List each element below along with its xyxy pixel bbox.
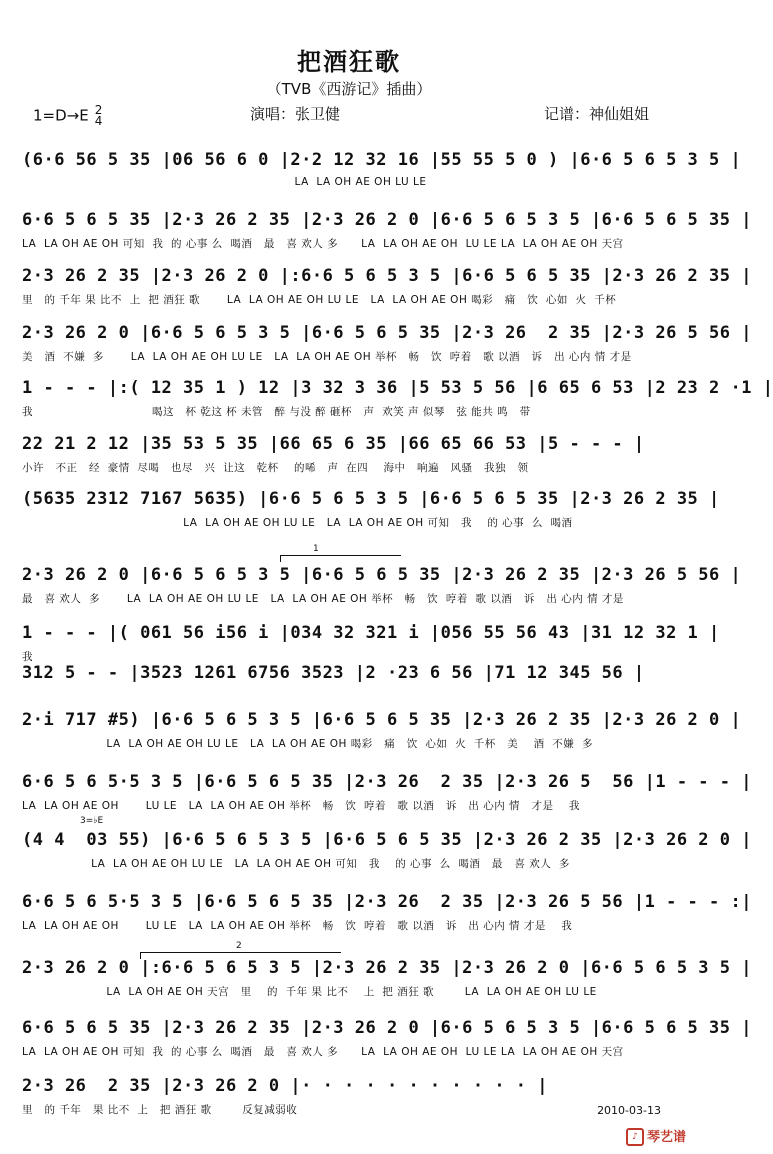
volta-bracket-2 [140,941,341,959]
transcriber-credit: 记谱：神仙姐姐 [544,105,650,123]
lyric-line: 最 喜 欢人 多 LA LA OH AE OH LU LE LA LA OH AE OH 举杯 畅 饮 哼着 歌 以酒 诉 出 心内 情 才是 [22,593,624,605]
singer-credit: 演唱：张卫健 [250,105,341,123]
jianpu-notes: 6·6 5 6 5·5 3 5 |6·6 5 6 5 35 |2·3 26 2 35 |2·3 26 5 56 |1 - - - :| [22,892,752,912]
jianpu-notes: 2·3 26 2 0 |:6·6 5 6 5 3 5 |2·3 26 2 35 |2·3 26 2 0 |6·6 5 6 5 3 5 | [22,958,752,978]
lyric-line: LA LA OH AE OH LU LE LA LA OH AE OH 可知 我 的 心事 么 喝酒 最 喜 欢人 多 [22,858,570,870]
lyric-line: LA LA OH AE OH LU LE [22,176,427,188]
time-sig-bottom: 4 [94,114,103,128]
time-signature [95,105,103,127]
lyric-line: 美 酒 不嫌 多 LA LA OH AE OH LU LE LA LA OH AE OH 举杯 畅 饮 哼着 歌 以酒 诉 出 心内 情 才是 [22,351,632,363]
jianpu-notes: 2·3 26 2 0 |6·6 5 6 5 3 5 |6·6 5 6 5 35 |2·3 26 2 35 |2·3 26 5 56 | [22,565,742,585]
key-signature [33,105,102,127]
volta-bracket-1 [280,544,401,562]
jianpu-notes: 1 - - - |( 061 56 i56 i |034 32 321 i |056 55 56 43 |31 12 32 1 | [22,623,720,643]
jianpu-notes: 22 21 2 12 |35 53 5 35 |66 65 6 35 |66 65 66 53 |5 - - - | [22,434,645,454]
song-subtitle: （TVB《西游记》插曲） [266,80,432,98]
volta-number: 1 [313,544,319,554]
lyric-line: LA LA OH AE OH LU LE LA LA OH AE OH 举杯 畅 饮 哼着 歌 以酒 诉 出 心内 情 才是 我 [22,800,580,812]
lyric-line: 我 喝这 杯 乾这 杯 未管 醉 与没 醉 砸杯 声 欢笑 声 似琴 弦 能共 鸣 带 [22,406,531,418]
watermark-logo-icon: ♪ [626,1128,644,1146]
transcription-date: 2010-03-13 [597,1104,661,1117]
lyric-line: LA LA OH AE OH LU LE LA LA OH AE OH 喝彩 痛 饮 心如 火 千杯 美 酒 不嫌 多 [22,738,593,750]
lyric-line: LA LA OH AE OH LU LE LA LA OH AE OH 可知 我 的 心事 么 喝酒 [22,517,573,529]
lyric-line: LA LA OH AE OH 可知 我 的 心事 么 喝酒 最 喜 欢人 多 LA LA OH AE OH LU LE LA LA OH AE OH 天宫 [22,238,624,250]
lyric-line: 小许 不正 经 豪情 尽喝 也尽 兴 让这 乾杯 的唏 声 在四 海中 响遍 风骚 我独 领 [22,462,529,474]
jianpu-notes: (5635 2312 7167 5635) |6·6 5 6 5 3 5 |6·6 5 6 5 35 |2·3 26 2 35 | [22,489,720,509]
lyric-line: 里 的 千年 果 比不 上 把 酒狂 歌 反复减弱收 [22,1104,298,1116]
jianpu-notes: (6·6 56 5 35 |06 56 6 0 |2·2 12 32 16 |55 55 5 0 ) |6·6 5 6 5 3 5 | [22,150,742,170]
jianpu-notes: 6·6 5 6 5 35 |2·3 26 2 35 |2·3 26 2 0 |6·6 5 6 5 3 5 |6·6 5 6 5 35 | [22,210,752,230]
jianpu-notes: 1 - - - |:( 12 35 1 ) 12 |3 32 3 36 |5 53 5 56 |6 65 6 53 |2 23 2 ·1 | [22,378,773,398]
watermark-text: 琴艺谱 [646,1129,686,1145]
key-text: 1=D→E [33,106,89,125]
song-title: 把酒狂歌 [297,48,401,76]
volta-number: 2 [236,941,242,951]
lyric-line: LA LA OH AE OH LU LE LA LA OH AE OH 举杯 畅 饮 哼着 歌 以酒 诉 出 心内 情 才是 我 [22,920,573,932]
jianpu-notes: 2·3 26 2 35 |2·3 26 2 0 |:6·6 5 6 5 3 5 |6·6 5 6 5 35 |2·3 26 2 35 | [22,266,752,286]
jianpu-notes: (4 4 03 55) |6·6 5 6 5 3 5 |6·6 5 6 5 35 |2·3 26 2 35 |2·3 26 2 0 | [22,830,752,850]
key-change-label: 3=♭E [80,816,104,826]
jianpu-notes: 6·6 5 6 5 35 |2·3 26 2 35 |2·3 26 2 0 |6·6 5 6 5 3 5 |6·6 5 6 5 35 | [22,1018,752,1038]
lyric-line: 我 [22,651,33,663]
jianpu-notes: 312 5 - - |3523 1261 6756 3523 |2 ·23 6 56 |71 12 345 56 | [22,663,645,683]
lyric-line: LA LA OH AE OH 天宫 里 的 千年 果 比不 上 把 酒狂 歌 LA LA OH AE OH LU LE [22,986,597,998]
jianpu-notes: 2·3 26 2 0 |6·6 5 6 5 3 5 |6·6 5 6 5 35 |2·3 26 2 35 |2·3 26 5 56 | [22,323,752,343]
jianpu-notes: 2·i 717 #5) |6·6 5 6 5 3 5 |6·6 5 6 5 35 |2·3 26 2 35 |2·3 26 2 0 | [22,710,742,730]
jianpu-notes: 2·3 26 2 35 |2·3 26 2 0 |· · · · · · · · · · · | [22,1076,549,1096]
lyric-line: 里 的 千年 果 比不 上 把 酒狂 歌 LA LA OH AE OH LU LE LA LA OH AE OH 喝彩 痛 饮 心如 火 千杯 [22,294,617,306]
lyric-line: LA LA OH AE OH 可知 我 的 心事 么 喝酒 最 喜 欢人 多 LA LA OH AE OH LU LE LA LA OH AE OH 天宫 [22,1046,624,1058]
time-sig-top: 2 [94,103,103,117]
jianpu-notes: 6·6 5 6 5·5 3 5 |6·6 5 6 5 35 |2·3 26 2 35 |2·3 26 5 56 |1 - - - | [22,772,752,792]
site-watermark [626,1126,686,1147]
